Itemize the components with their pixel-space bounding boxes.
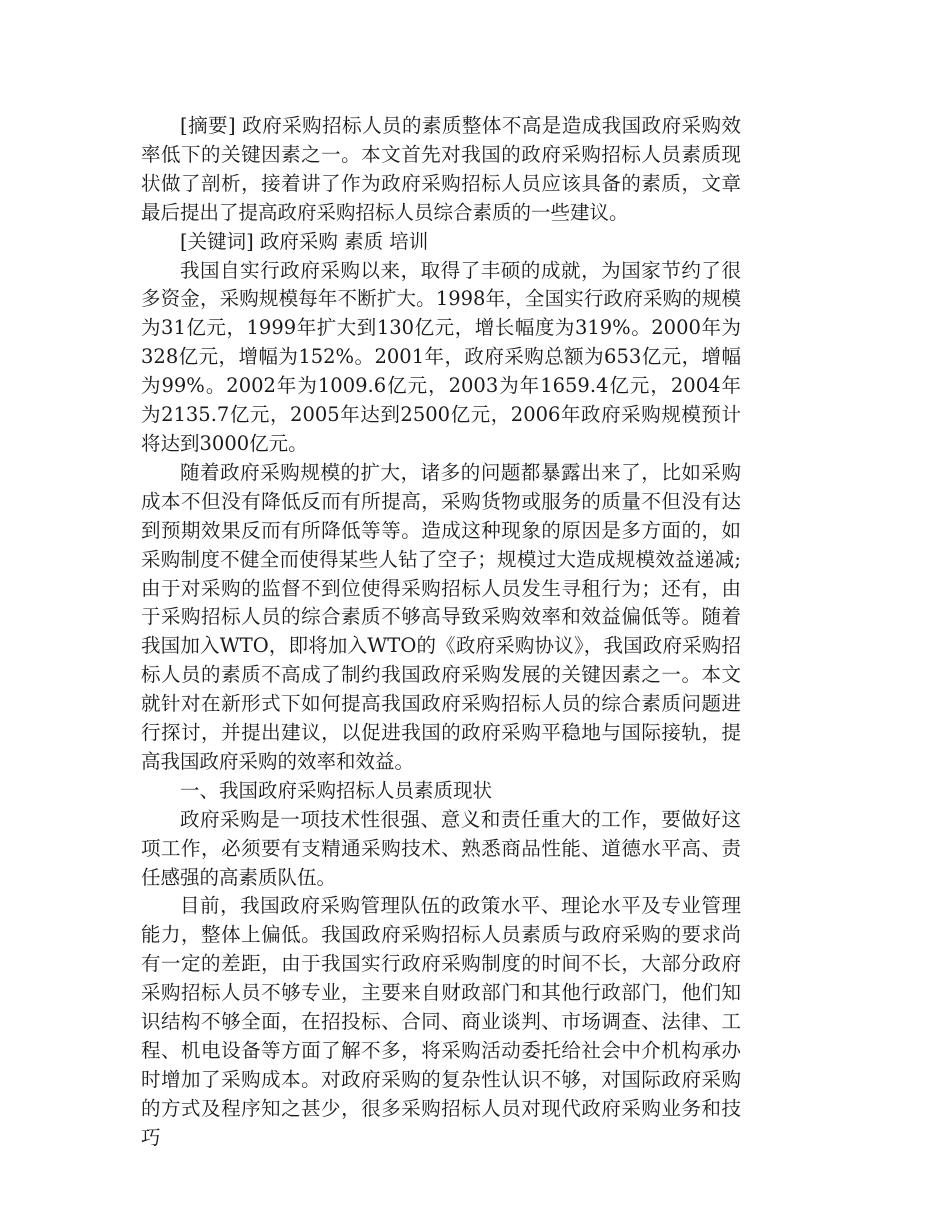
section-heading: 一、我国政府采购招标人员素质现状 — [180, 778, 493, 802]
body-paragraph: 政府采购是一项技术性很强、意义和责任重大的工作，要做好这项工作，必须要有支精通采购技术、熟悉商品性能、道德水平高、责任感强的高素质队伍。 — [141, 807, 741, 889]
body-paragraph: 目前，我国政府采购管理队伍的政策水平、理论水平及专业管理能力，整体上偏低。我国政府采购招标人员素质与政府采购的要求尚有一定的差距，由于我国实行政府采购制度的时间不长，大部分政府采购招标人员不够专业，主要来自财政部门和其他行政部门，他们知识结构不够全面，在招投标、合同、商业谈判、市场调查、法律、工程、机电设备等方面了解不多，将采购活动委托给社会中介机构承办时增加了采购成本。对政府采购的复杂性认识不够，对国际政府采购的方式及程序知之甚少，很多采购招标人员对现代政府采购业务和技巧 — [141, 894, 741, 1149]
body-paragraph: 我国自实行政府采购以来，取得了丰硕的成就，为国家节约了很多资金，采购规模每年不断扩大。1998年，全国实行政府采购的规模为31亿元，1999年扩大到130亿元，增长幅度为319%。2000年为328亿元，增幅为152%。2001年，政府采购总额为653亿元，增幅为99%。2002年为1009.6亿元，2003为年1659.4亿元，2004年为2135.7亿元，2005年达到2500亿元，2006年政府采购规模预计将达到3000亿元。 — [141, 258, 741, 455]
abstract-paragraph: [摘要] 政府采购招标人员的素质整体不高是造成我国政府采购效率低下的关键因素之一。本文首先对我国的政府采购招标人员素质现状做了剖析，接着讲了作为政府采购招标人员应该具备的素质，文章最后提出了提高政府采购招标人员综合素质的一些建议。 — [141, 114, 741, 224]
keywords-paragraph: [关键词] 政府采购 素质 培训 — [180, 229, 429, 253]
document-body — [141, 112, 741, 1153]
body-paragraph: 随着政府采购规模的扩大，诸多的问题都暴露出来了，比如采购成本不但没有降低反而有所提高，采购货物或服务的质量不但没有达到预期效果反而有所降低等等。造成这种现象的原因是多方面的，如采购制度不健全而使得某些人钻了空子；规模过大造成规模效益递减;由于对采购的监督不到位使得采购招标人员发生寻租行为；还有，由于采购招标人员的综合素质不够高导致采购效率和效益偏低等。随着我国加入WTO，即将加入WTO的《政府采购协议》，我国政府采购招标人员的素质不高成了制约我国政府采购发展的关键因素之一。本文就针对在新形式下如何提高我国政府采购招标人员的综合素质问题进行探讨，并提出建议，以促进我国的政府采购平稳地与国际接轨，提高我国政府采购的效率和效益。 — [141, 460, 741, 773]
